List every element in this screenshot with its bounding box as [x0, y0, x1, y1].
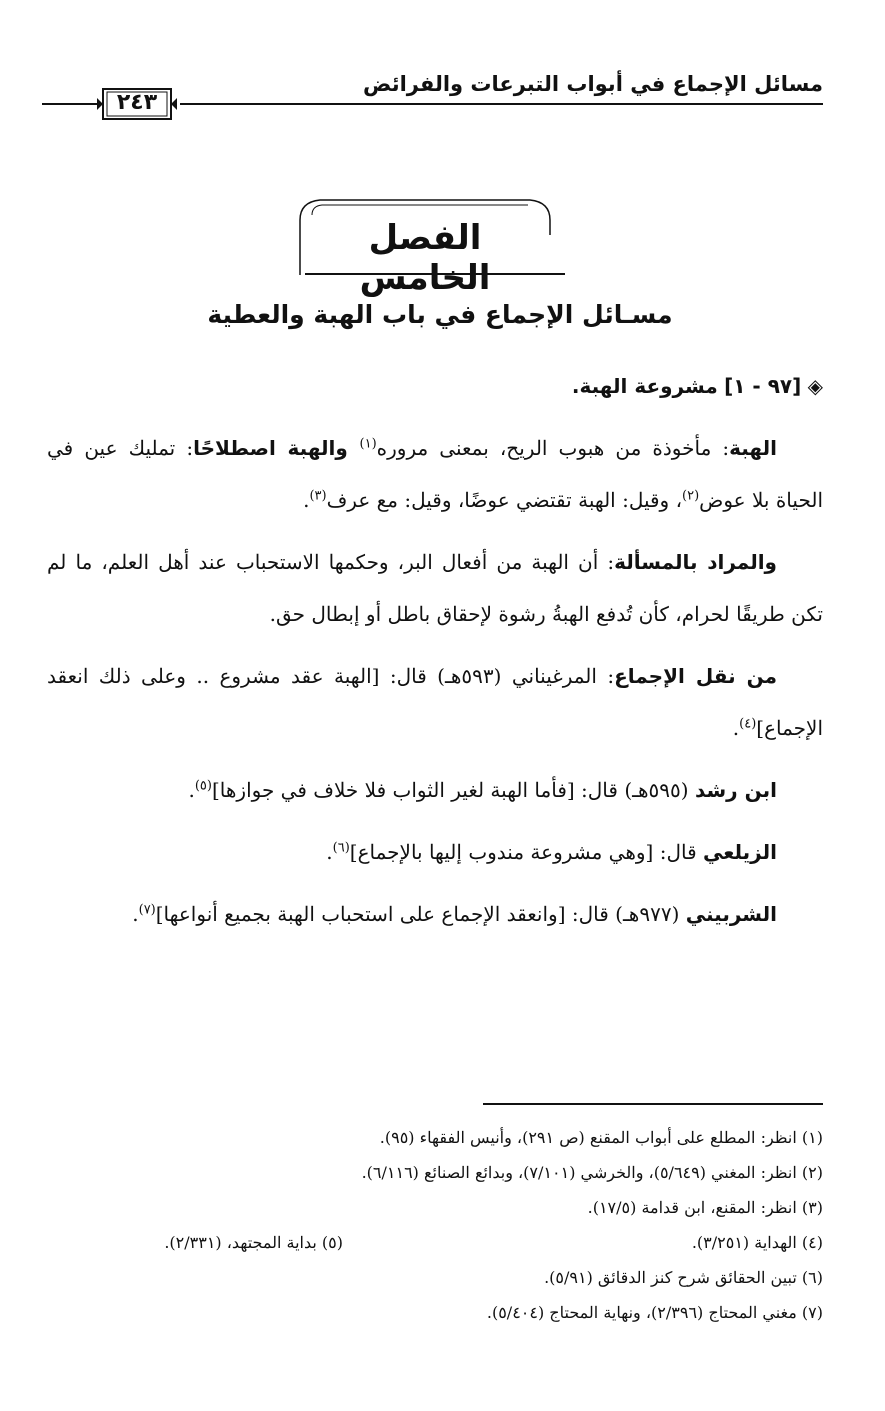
text: : أن الهبة من أفعال البر، وحكمها الاستحباب عند أهل العلم، ما لم تكن طريقًا لحرام، كأن تُدفع الهبةُ رشوة لإحقاق باطل أو إبطال حق. — [47, 550, 823, 626]
paragraph-meaning — [47, 536, 823, 640]
text: . — [326, 840, 333, 864]
header-rule-left — [42, 103, 97, 105]
paragraph-zaylai — [47, 826, 823, 878]
header-rule — [180, 103, 823, 105]
body-text — [47, 360, 823, 950]
footnote: (٧) مغني المحتاج (٢/٣٩٦)، ونهاية المحتاج (٥/٤٠٤). — [486, 1303, 823, 1322]
page-number: ٢٤٣ — [116, 90, 158, 115]
chapter-title: الفصل الخامس — [359, 218, 491, 298]
footnote: (٣) انظر: المقنع، ابن قدامة (١٧/٥). — [587, 1198, 823, 1217]
footnote: (٥) بداية المجتهد، (٢/٣٣١). — [164, 1233, 343, 1252]
footnote-ref[interactable]: (٢) — [682, 488, 700, 504]
paragraph-definition — [47, 422, 823, 526]
text: : المرغيناني (٥٩٣هـ) قال: [الهبة عقد مشروع .. وعلى ذلك انعقد الإجماع] — [47, 664, 823, 740]
footnote-ref[interactable]: (٣) — [309, 488, 327, 504]
term: ابن رشد — [694, 778, 777, 802]
footnote-ref[interactable]: (٤) — [739, 716, 757, 732]
term: من نقل الإجماع — [614, 664, 777, 688]
text: . — [188, 778, 195, 802]
text: . — [132, 902, 139, 926]
term: الشربيني — [685, 902, 777, 926]
footnote-rule — [483, 1103, 823, 1105]
issue-title: مشروعة الهبة. — [571, 374, 718, 398]
text: ، وقيل: الهبة تقتضي عوضًا، وقيل: مع عرف — [326, 488, 683, 512]
footnote-ref[interactable]: (٦) — [332, 840, 350, 856]
footnote-ref[interactable]: (١) — [359, 436, 377, 452]
section-title: مسـائل الإجماع في باب الهبة والعطية — [207, 300, 673, 329]
page-number-ornament — [95, 86, 179, 122]
text: : تمليك عين في الحياة بلا عوض — [47, 436, 823, 512]
footnote-ref[interactable]: (٥) — [194, 778, 212, 794]
term: والهبة اصطلاحًا — [193, 436, 360, 460]
term: الزيلعي — [702, 840, 777, 864]
text: : مأخوذة من هبوب الريح، بمعنى مروره — [376, 436, 730, 460]
footnotes — [47, 1120, 823, 1330]
text: (٩٧٧هـ) قال: [وانعقد الإجماع على استحباب الهبة بجميع أنواعها] — [155, 902, 686, 926]
running-header-title: مسائل الإجماع في أبواب التبرعات والفرائض — [363, 72, 823, 96]
paragraph-shirbini — [47, 888, 823, 940]
text: . — [303, 488, 310, 512]
footnote: (٢) انظر: المغني (٥/٦٤٩)، والخرشي (٧/١٠١)، وبدائع الصنائع (٦/١١٦). — [361, 1163, 823, 1182]
footnote: (٤) الهداية (٣/٢٥١). — [691, 1233, 823, 1252]
footnote: (١) انظر: المطلع على أبواب المقنع (ص ٢٩١)، وأنيس الفقهاء (٩٥). — [379, 1128, 823, 1147]
chapter-rule — [305, 273, 565, 275]
footnote: (٦) تبين الحقائق شرح كنز الدقائق (٥/٩١). — [544, 1268, 823, 1287]
paragraph-ibn-rushd — [47, 764, 823, 816]
footnote-ref[interactable]: (٧) — [138, 902, 156, 918]
issue-heading — [47, 360, 823, 412]
text: . — [732, 716, 740, 740]
issue-number: [٩٧ - ١] — [724, 374, 802, 398]
diamond-bullet-icon: ◈ — [807, 374, 823, 398]
footnote-pair — [47, 1225, 823, 1260]
term: الهبة — [729, 436, 777, 460]
term: والمراد بالمسألة — [614, 550, 777, 574]
text: (٥٩٥هـ) قال: [فأما الهبة لغير الثواب فلا خلاف في جوازها] — [211, 778, 695, 802]
text: قال: [وهي مشروعة مندوب إليها بالإجماع] — [349, 840, 703, 864]
paragraph-consensus — [47, 650, 823, 754]
